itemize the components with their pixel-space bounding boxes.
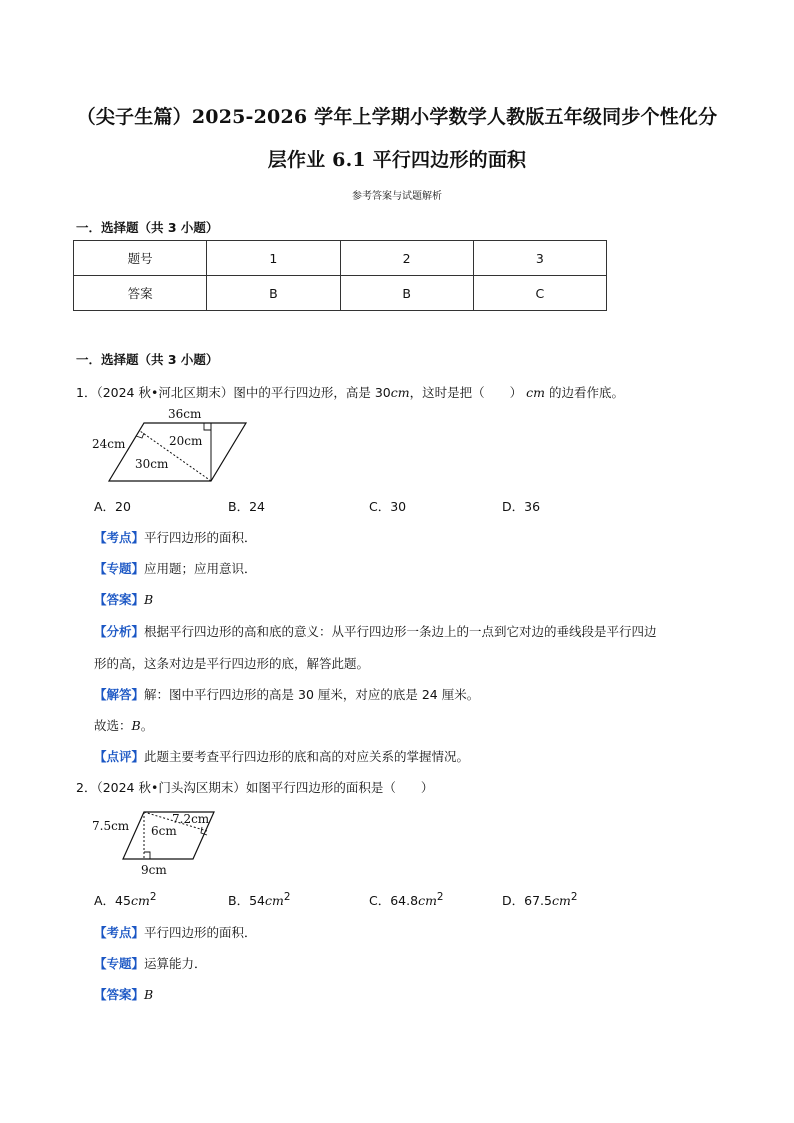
line-text: 故选： — [94, 718, 132, 733]
q1-fenxi-cont: 形的高，这条对边是平行四边形的底，解答此题。 — [94, 656, 370, 671]
stem-text: 1．（2024 秋•河北区期末）图中的平行四边形，高是 30 — [76, 385, 391, 400]
line-text: 运算能力． — [144, 956, 207, 971]
option-value: C．64.8 — [369, 893, 419, 909]
label-left: 24cm — [92, 437, 126, 451]
page-subtitle: 参考答案与试题解析 — [352, 191, 442, 202]
line-text: 。 — [140, 718, 154, 733]
tag-label: 【点评】 — [94, 749, 145, 764]
option-unit: cm — [264, 893, 284, 909]
q1-daan — [94, 590, 153, 608]
label-bottom: 9cm — [141, 863, 167, 877]
line-text: 根据平行四边形的高和底的意义：从平行四边形一条边上的一点到它对边的垂线段是平行四边 — [144, 624, 657, 639]
line-text: B — [144, 592, 154, 607]
right-angle-mark — [144, 852, 150, 859]
label-top: 7.2cm — [172, 812, 210, 826]
table-cell: B — [340, 276, 473, 311]
q2-daan — [94, 985, 153, 1003]
unit-text: cm — [526, 385, 545, 400]
tag-label: 【答案】 — [94, 592, 145, 607]
tag-label: 【解答】 — [94, 687, 145, 702]
option-unit: cm — [418, 893, 437, 909]
table-cell: 答案 — [74, 276, 207, 311]
q2-zhuanti — [94, 954, 207, 972]
table-cell: B — [207, 276, 340, 311]
q1-zhuanti — [94, 559, 257, 577]
table-row — [74, 241, 607, 276]
parallelogram-figure-2 — [90, 806, 230, 878]
line-text: 平行四边形的面积． — [144, 530, 257, 545]
option-exponent: 2 — [436, 891, 444, 903]
line-text: B — [144, 987, 154, 1002]
question-1-stem — [76, 383, 624, 401]
option-value: B．54 — [228, 893, 265, 909]
tag-label: 【专题】 — [94, 561, 145, 576]
table-cell: 2 — [340, 241, 473, 276]
label-inner: 20cm — [169, 434, 203, 448]
line-text: 应用题；应用意识． — [144, 561, 257, 576]
option-c — [369, 891, 444, 909]
tag-label: 【专题】 — [94, 956, 145, 971]
q1-dianping — [94, 747, 469, 765]
line-text: 解：图中平行四边形的高是 30 厘米，对应的底是 24 厘米。 — [144, 687, 480, 702]
label-top: 36cm — [168, 407, 202, 421]
page-title-line1: （尖子生篇）2025-2026 学年上学期小学数学人教版五年级同步个性化分 — [76, 106, 718, 128]
option-d: D．36 — [502, 499, 541, 514]
option-unit: cm — [130, 893, 150, 909]
q1-jieda — [94, 685, 479, 703]
option-a: A．20 — [94, 499, 131, 514]
label-diagonal: 30cm — [135, 457, 169, 471]
tag-label: 【考点】 — [94, 925, 145, 940]
option-c: C．30 — [369, 499, 407, 514]
parallelogram-shape — [109, 423, 246, 481]
option-exponent: 2 — [570, 891, 578, 903]
q1-fenxi — [94, 622, 657, 640]
label-left: 7.5cm — [92, 819, 130, 833]
section-heading: 一．选择题（共 3 小题） — [76, 220, 219, 235]
option-unit: cm — [551, 893, 571, 909]
right-angle-mark — [204, 423, 211, 430]
question-2-stem: 2．（2024 秋•门头沟区期末）如图平行四边形的面积是（ ） — [76, 780, 434, 795]
table-cell: 题号 — [74, 241, 207, 276]
line-text: B — [131, 718, 141, 733]
option-d — [502, 891, 577, 909]
stem-text: ，这时是把（ ） — [409, 385, 523, 400]
option-exponent: 2 — [283, 891, 291, 903]
section-heading: 一．选择题（共 3 小题） — [76, 352, 219, 367]
q2-kaodian — [94, 923, 257, 941]
page-title-line2: 层作业 6.1 平行四边形的面积 — [267, 149, 527, 171]
option-exponent: 2 — [149, 891, 157, 903]
parallelogram-figure-1 — [90, 405, 260, 487]
option-b — [228, 891, 290, 909]
table-row — [74, 276, 607, 311]
option-value: D．67.5 — [502, 893, 552, 909]
q1-kaodian — [94, 528, 257, 546]
table-cell: 1 — [207, 241, 340, 276]
option-a — [94, 891, 156, 909]
unit-text: cm — [390, 385, 410, 400]
table-cell: C — [473, 276, 606, 311]
tag-label: 【考点】 — [94, 530, 145, 545]
table-cell: 3 — [473, 241, 606, 276]
option-value: A．45 — [94, 893, 131, 909]
stem-text: 的边看作底。 — [548, 385, 624, 400]
tag-label: 【分析】 — [94, 624, 145, 639]
option-b: B．24 — [228, 499, 265, 514]
line-text: 平行四边形的面积． — [144, 925, 257, 940]
label-inner: 6cm — [151, 824, 177, 838]
answer-table — [73, 240, 607, 311]
line-text: 此题主要考查平行四边形的底和高的对应关系的掌握情况。 — [144, 749, 470, 764]
q1-guxuan — [94, 716, 153, 734]
tag-label: 【答案】 — [94, 987, 145, 1002]
